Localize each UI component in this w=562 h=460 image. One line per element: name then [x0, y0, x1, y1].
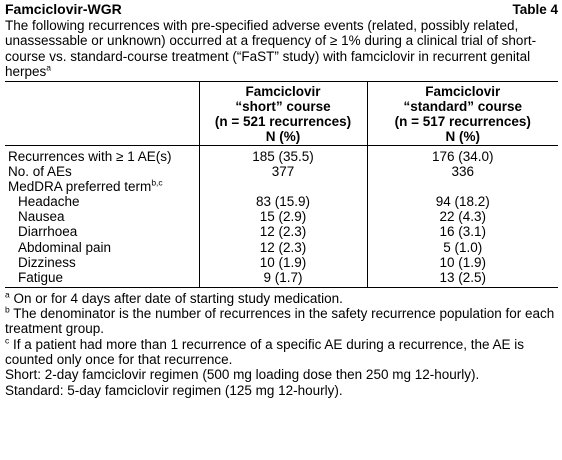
footnote-text: The denominator is the number of recurrences in the safety recurrence population for each treatment group. [5, 306, 555, 337]
row-label: Fatigue [5, 270, 199, 288]
row-label: Abdominal pain [18, 239, 112, 255]
cell-short: 83 (15.9) [199, 194, 367, 209]
cell-short: 12 (2.3) [199, 240, 367, 255]
cell-standard: 94 (18.2) [367, 194, 558, 209]
footnote-mark: a [5, 289, 10, 300]
footnote-mark: b [5, 304, 10, 315]
cell-short: 377 [199, 164, 367, 179]
row-label: Diarrhoea [18, 224, 78, 240]
row-label: Nausea [18, 209, 65, 225]
header-standard-line-1: Famciclovir [425, 84, 501, 100]
note-short-regimen: Short: 2-day famciclovir regimen (500 mg loading dose then 250 mg 12-hourly). [5, 367, 480, 383]
cell-short: 15 (2.9) [199, 209, 367, 224]
table-row [5, 224, 558, 239]
empty-cell [367, 179, 558, 194]
cell-short: 185 (35.5) [199, 146, 367, 165]
header-short-line-2: “short” course [235, 99, 331, 115]
header-standard-course [367, 82, 558, 146]
header-standard-line-3: (n = 517 recurrences) [394, 114, 531, 130]
table-row [5, 194, 558, 209]
document-title: Famciclovir-WGR [5, 1, 122, 17]
table-row [5, 255, 558, 270]
table-row [5, 164, 558, 179]
caption-text: The following recurrences with pre-specified adverse events (related, possibly related, unassessable or unknown) occurred at a frequency of ≥ 1% during a clinical trial of short-course vs. standard-course treatment (“FaST” study) with famciclovir in recurrent genital herpes [5, 18, 537, 79]
table-header-row [5, 82, 558, 146]
caption-footnote-mark: a [46, 62, 52, 73]
adverse-events-table [5, 81, 558, 288]
cell-standard: 16 (3.1) [367, 224, 558, 239]
footnote-b [5, 306, 558, 337]
term-heading-label [5, 179, 199, 194]
header-short-line-4: N (%) [265, 129, 301, 145]
header-short-course [199, 82, 367, 146]
footnotes [5, 291, 558, 398]
cell-standard: 10 (1.9) [367, 255, 558, 270]
footnote-text: If a patient had more than 1 recurrence of a specific AE during a recurrence, the AE is counted only once for that recurrence. [5, 336, 525, 368]
table-row [5, 209, 558, 224]
term-heading-footnote-mark: b,c [151, 177, 163, 188]
table-row-term-heading [5, 179, 558, 194]
footnote-c [5, 337, 558, 368]
header-short-line-1: Famciclovir [245, 84, 321, 100]
table-row [5, 270, 558, 288]
cell-standard: 13 (2.5) [367, 270, 558, 288]
term-heading-text: MedDRA preferred term [8, 179, 152, 195]
cell-standard: 176 (34.0) [367, 146, 558, 165]
header-empty-cell [5, 82, 199, 146]
row-label: Dizziness [18, 254, 76, 270]
row-label: Recurrences with ≥ 1 AE(s) [8, 149, 172, 165]
table-caption [5, 18, 558, 79]
table-row [5, 146, 558, 165]
header-short-line-3: (n = 521 recurrences) [214, 114, 352, 130]
cell-standard: 5 (1.0) [367, 240, 558, 255]
cell-standard: 22 (4.3) [367, 209, 558, 224]
note-standard-regimen: Standard: 5-day famciclovir regimen (125 mg 12-hourly). [5, 382, 343, 398]
empty-cell [199, 179, 367, 194]
row-label: Headache [18, 194, 80, 210]
row-label: No. of AEs [8, 164, 72, 180]
table-row [5, 240, 558, 255]
cell-standard: 336 [367, 164, 558, 179]
cell-short: 10 (1.9) [199, 255, 367, 270]
header-standard-line-2: “standard” course [403, 99, 523, 115]
header-standard-line-4: N (%) [445, 129, 480, 145]
footnote-text: On or for 4 days after date of starting study medication. [9, 290, 343, 306]
cell-short: 9 (1.7) [199, 270, 367, 288]
footnote-mark: c [5, 335, 10, 346]
cell-short: 12 (2.3) [199, 224, 367, 239]
footnote-a [5, 291, 558, 306]
table-number: Table 4 [512, 2, 558, 17]
table-header [5, 2, 558, 17]
